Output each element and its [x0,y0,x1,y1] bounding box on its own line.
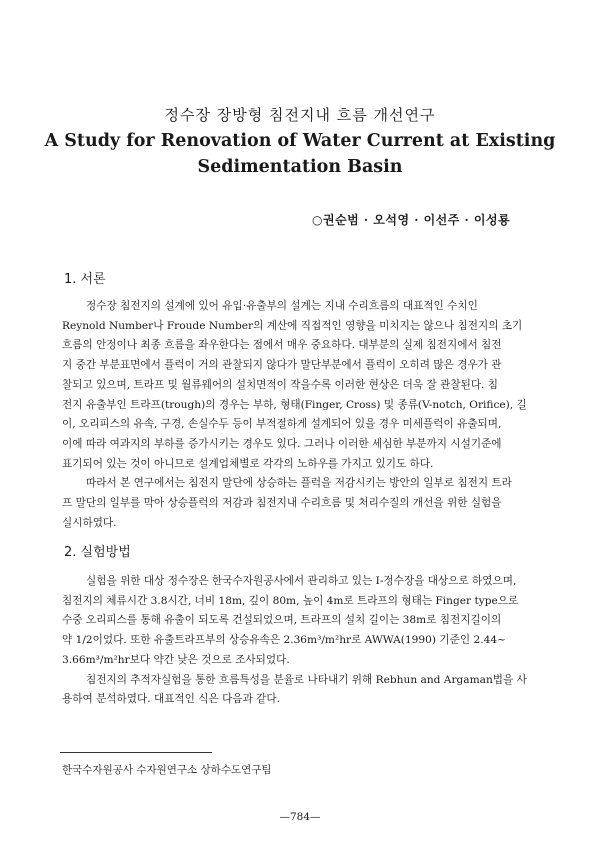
text-line: 약 1/2이었다. 또한 유출트라프부의 상승유속은 2.36m³/m²hr로 AWWA(1990) 기준인 2.44~ [62,634,506,647]
title-english [0,128,600,180]
text-line: 수중 오리피스를 통해 유출이 되도록 건설되었으며, 트라프의 설치 길이는 38m로 침전지길이의 [62,614,502,627]
text-line: Reynold Number나 Froude Number의 계산에 직접적인 영향을 미치지는 않으나 침전지의 초기 [62,319,523,332]
text-line: 실시하였다. [62,516,117,529]
text-line: 이에 따라 여과지의 부하를 증가시키는 경우도 있다. 그러나 이러한 세심한 부분까지 시설기준에 [62,437,502,450]
text-line: 지 중간 부분표면에서 플럭이 거의 관찰되지 않다가 말단부분에서 플럭이 오히려 많은 경우가 관 [62,359,502,372]
title-english-line1: A Study for Renovation of Water Current at Existing [44,131,556,151]
text-line: 용하여 분석하였다. 대표적인 식은 다음과 같다. [62,693,281,706]
text-line: 전지 유출부인 트라프(trough)의 경우는 부하, 형태(Finger, Cross) 및 종류(V-notch, Orifice), 길 [62,398,527,411]
title-korean: 정수장 장방형 침전지내 흐름 개선연구 [164,106,436,124]
page-number: —784— [279,811,321,823]
text-line: 따라서 본 연구에서는 침전지 말단에 상승하는 플럭을 저감시키는 방안의 일부로 침전지 트라 [86,477,512,490]
method-paragraph [62,572,540,710]
text-line: 이, 오리피스의 유속, 구경, 손실수두 등이 부적절하게 설계되어 있을 경우 미세플럭이 유출되며, [62,418,502,431]
text-line: 실험을 위한 대상 정수장은 한국수자원공사에서 관리하고 있는 I-정수장을 대상으로 하였으며, [86,575,517,587]
text-line: 침전지의 추적자실험을 통한 흐름특성을 분율로 나타내기 위해 Rebhun and Argaman법을 사 [86,673,527,686]
text-line: 정수장 침전지의 설계에 있어 유입·유출부의 설계는 지내 수리흐름의 대표적인 수치인 [86,300,478,312]
footnote-divider [60,752,212,753]
section-heading-introduction: 1. 서론 [64,272,106,287]
author-list: ○권순범 · 오석영 · 이선주 · 이성룡 [312,213,511,227]
footnote-affiliation: 한국수자원공사 수자원연구소 상하수도연구팀 [62,764,272,776]
text-line: 표기되어 있는 것이 아니므로 설계업체별로 각각의 노하우를 가지고 있기도 하다. [62,457,434,470]
text-line: 찰되고 있으며, 트라프 및 월류웨어의 설치면적이 작을수록 이러한 현상은 더욱 잘 관찰된다. 침 [62,378,499,391]
intro-paragraph [62,297,540,533]
text-line: 3.66m³/m²hr보다 약간 낮은 것으로 조사되었다. [62,653,290,666]
text-line: 침전지의 체류시간 3.8시간, 너비 18m, 깊이 80m, 높이 4m로 트라프의 형태는 Finger type으로 [62,594,519,607]
text-line: 흐름의 안정이나 최종 흐름을 좌우한다는 점에서 매우 중요하다. 대부분의 실제 침전지에서 침전 [62,339,502,352]
section-heading-method: 2. 실험방법 [64,545,131,560]
text-line: 프 말단의 일부를 막아 상승플럭의 저감과 침전지내 수리흐름 및 처리수질의 개선을 위한 실험을 [62,497,502,510]
title-english-line2: Sedimentation Basin [197,157,403,177]
